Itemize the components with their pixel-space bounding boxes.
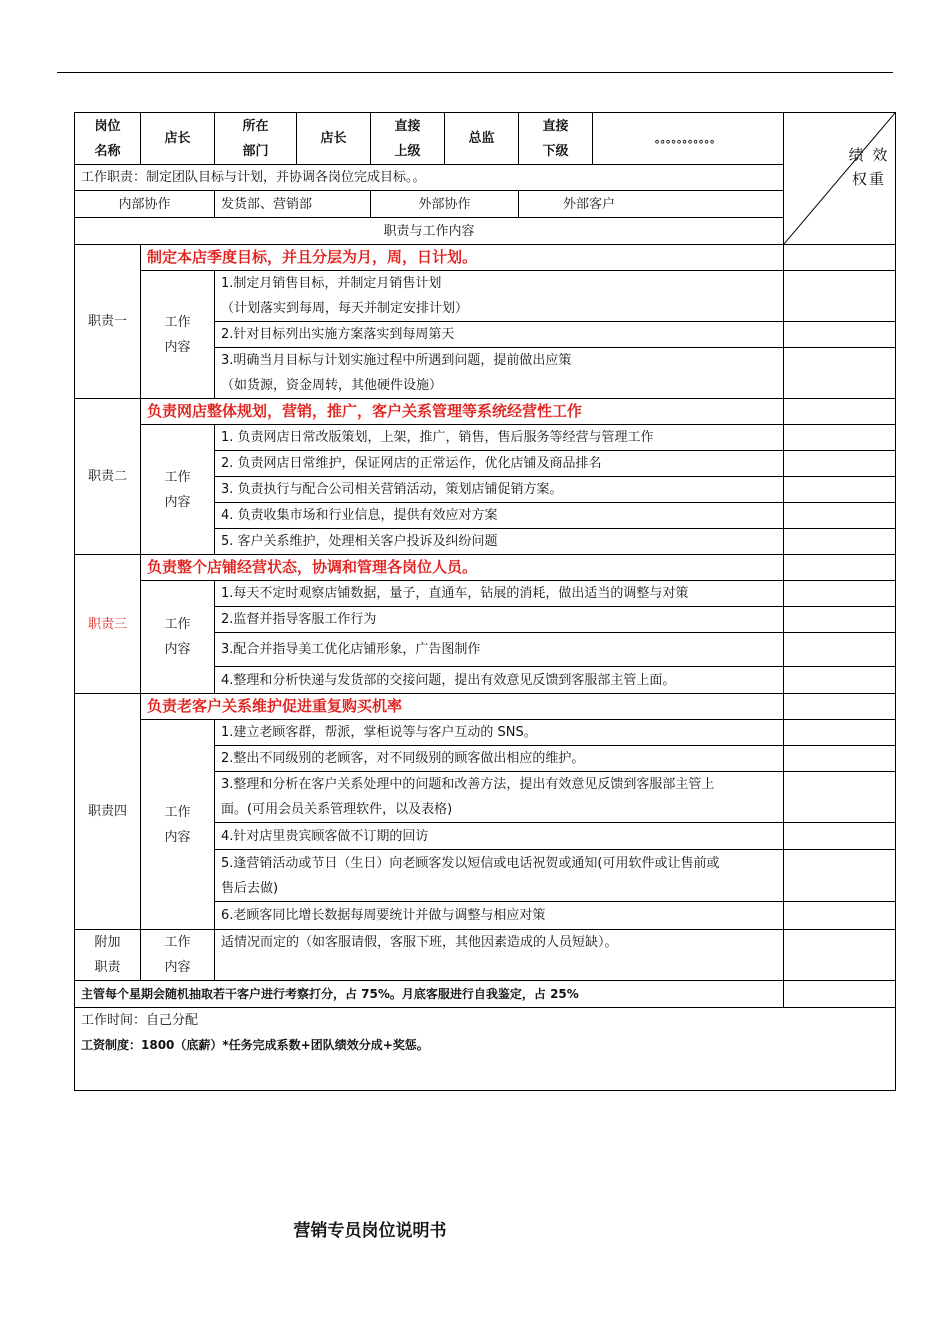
duty-label: 职责三 (75, 555, 141, 694)
duty-item: 4.整理和分析快递与发货部的交接问题，提出有效意见反馈到客服部主管上面。 (215, 667, 784, 694)
weight-cell (784, 322, 896, 348)
internal-collab-value: 发货部、营销部 (215, 191, 371, 218)
weight-cell (784, 399, 896, 425)
evaluation-text: 主管每个星期会随机抽取若干客户进行考察打分，占 75%。月底客服进行自我鉴定，占 25% (75, 981, 784, 1008)
duty-item: 4.针对店里贵宾顾客做不订期的回访 (215, 823, 784, 850)
weight-cell (784, 823, 896, 850)
weight-cell (784, 633, 896, 667)
extra-duty-label: 附加 职责 (75, 930, 141, 981)
weight-label: 绩 效 权重 (848, 146, 890, 188)
weight-cell (784, 245, 896, 271)
subordinate-value: 。。。。。。。。。。。 (593, 113, 784, 165)
work-content-label: 工作 内容 (141, 720, 215, 930)
duty-item: 1.建立老顾客群，帮派，掌柜说等与客户互动的 SNS。 (215, 720, 784, 746)
duty-item: 1. 负责网店日常改版策划，上架，推广，销售，售后服务等经营与管理工作 (215, 425, 784, 451)
duty-item-row (75, 581, 896, 607)
dept-label: 所在 部门 (215, 113, 297, 165)
duty-item: 6.老顾客同比增长数据每周要统计并做与调整与相应对策 (215, 902, 784, 930)
duty-label: 职责二 (75, 399, 141, 555)
post-name-label: 岗位 名称 (75, 113, 141, 165)
document-title: 营销专员岗位说明书 (293, 1221, 447, 1241)
duty-item: 2.针对目标列出实施方案落实到每周第天 (215, 322, 784, 348)
weight-cell (784, 477, 896, 503)
duty-item: 3.整理和分析在客户关系处理中的问题和改善方法，提出有效意见反馈到客服部主管上 面。(可用会员关系管理软件，以及表格) (215, 772, 784, 823)
extra-duty-content: 适情况而定的（如客服请假，客服下班，其他因素造成的人员短缺）。 (215, 930, 784, 981)
duty-item: 2.监督并指导客服工作行为 (215, 607, 784, 633)
weight-cell (784, 772, 896, 823)
section-title: 职责与工作内容 (75, 218, 784, 245)
superior-value: 总监 (445, 113, 519, 165)
work-time: 工作时间：自己分配 (81, 1013, 199, 1028)
duty-item: 2. 负责网店日常维护，保证网店的正常运作，优化店铺及商品排名 (215, 451, 784, 477)
external-collab-label: 外部协作 (371, 191, 519, 218)
top-rule (57, 72, 893, 73)
duty-item: 2.整出不同级别的老顾客，对不同级别的顾客做出相应的维护。 (215, 746, 784, 772)
weight-cell (784, 348, 896, 399)
dept-value: 店长 (297, 113, 371, 165)
work-content-label: 工作 内容 (141, 930, 215, 981)
work-content-label: 工作 内容 (141, 425, 215, 555)
weight-cell (784, 425, 896, 451)
work-terms (75, 1008, 896, 1091)
performance-weight-header (784, 113, 896, 245)
external-collab-value: 外部客户 (519, 191, 784, 218)
internal-collab-label: 内部协作 (75, 191, 215, 218)
duty-summary-row (75, 165, 896, 191)
duty-label: 职责四 (75, 694, 141, 930)
duty-item: 5.逢营销活动或节日（生日）向老顾客发以短信或电话祝贺或通知(可用软件或让售前或 售后去做) (215, 850, 784, 902)
duty-item: 3.配合并指导美工优化店铺形象，广告图制作 (215, 633, 784, 667)
duty-title: 负责网店整体规划，营销，推广，客户关系管理等系统经营性工作 (141, 399, 784, 425)
weight-cell (784, 451, 896, 477)
weight-cell (784, 850, 896, 902)
subordinate-label: 直接 下级 (519, 113, 593, 165)
duty-title-row (75, 245, 896, 271)
duty-title: 负责老客户关系维护促进重复购买机率 (141, 694, 784, 720)
weight-cell (784, 271, 896, 322)
duty-title: 负责整个店铺经营状态，协调和管理各岗位人员。 (141, 555, 784, 581)
duty-summary: 工作职责：制定团队目标与计划，并协调各岗位完成目标。。 (75, 165, 784, 191)
weight-cell (784, 981, 896, 1008)
duty-item: 5. 客户关系维护，处理相关客户投诉及纠纷问题 (215, 529, 784, 555)
duty-item-row (75, 271, 896, 322)
duty-item: 3. 负责执行与配合公司相关营销活动，策划店铺促销方案。 (215, 477, 784, 503)
duty-item: 1.每天不定时观察店铺数据，量子，直通车，钻展的消耗，做出适当的调整与对策 (215, 581, 784, 607)
weight-cell (784, 607, 896, 633)
duty-label: 职责一 (75, 245, 141, 399)
extra-duty-row (75, 930, 896, 981)
header-row (75, 113, 896, 165)
job-description-table (74, 112, 896, 1091)
work-content-label: 工作 内容 (141, 581, 215, 694)
duty-title: 制定本店季度目标，并且分层为月，周，日计划。 (141, 245, 784, 271)
weight-cell (784, 667, 896, 694)
weight-cell (784, 930, 896, 981)
superior-label: 直接 上级 (371, 113, 445, 165)
weight-cell (784, 746, 896, 772)
weight-cell (784, 529, 896, 555)
duty-title-row (75, 694, 896, 720)
duty-item-row (75, 720, 896, 746)
salary-system: 工资制度：1800（底薪）*任务完成系数+团队绩效分成+奖惩。 (81, 1038, 429, 1052)
duty-item: 4. 负责收集市场和行业信息，提供有效应对方案 (215, 503, 784, 529)
collaboration-row (75, 191, 896, 218)
evaluation-row (75, 981, 896, 1008)
duty-item: 1.制定月销售目标，并制定月销售计划 （计划落实到每周，每天并制定安排计划） (215, 271, 784, 322)
weight-cell (784, 503, 896, 529)
weight-cell (784, 720, 896, 746)
post-name-value: 店长 (141, 113, 215, 165)
work-content-label: 工作 内容 (141, 271, 215, 399)
section-title-row (75, 218, 896, 245)
duty-title-row (75, 555, 896, 581)
work-terms-row (75, 1008, 896, 1091)
duty-title-row (75, 399, 896, 425)
weight-cell (784, 694, 896, 720)
duty-item: 3.明确当月目标与计划实施过程中所遇到问题，提前做出应策 （如货源，资金周转，其他硬件设施） (215, 348, 784, 399)
weight-cell (784, 581, 896, 607)
duty-item-row (75, 425, 896, 451)
weight-cell (784, 902, 896, 930)
weight-cell (784, 555, 896, 581)
